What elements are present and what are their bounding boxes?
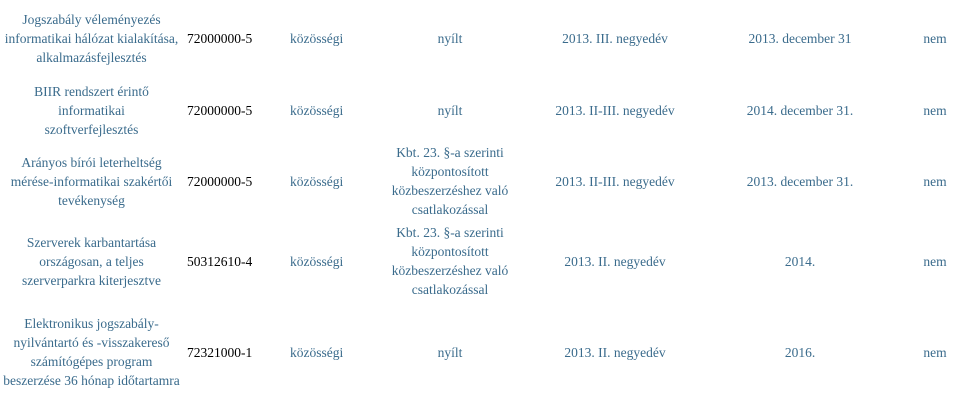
end-date: 2013. december 31 [748, 30, 852, 46]
procedure-type: nyílt [437, 344, 463, 360]
procurement-type: közösségi [290, 173, 344, 189]
start-quarter: 2013. II. negyedév [564, 344, 666, 360]
cpv-code: 50312610-4 [187, 253, 253, 269]
procedure-type: Kbt. 23. §-a szerinti központosított közbeszerzéshez való csatlakozással [391, 225, 509, 297]
cpv-code: 72321000-1 [187, 344, 253, 360]
procurement-type: közösségi [290, 253, 344, 269]
procurement-description: Szerverek karbantartása országosan, a teljes szerverparkra kiterjesztve [21, 234, 162, 288]
start-quarter: 2013. II-III. negyedév [555, 102, 675, 118]
procurement-description: BIIR rendszert érintő informatikai szoftverfejlesztés [34, 83, 149, 137]
end-date: 2016. [784, 344, 816, 360]
end-date: 2014. december 31. [746, 102, 854, 118]
procurement-description: Elektronikus jogszabály-nyilvántartó és -visszakereső számítógépes program beszerzése 36 hónap időtartamra [3, 316, 180, 388]
table-row [0, 0, 960, 76]
start-quarter: 2013. III. negyedév [562, 30, 668, 46]
cpv-code: 72000000-5 [187, 30, 253, 46]
table-row [0, 142, 960, 220]
procurement-description: Arányos bírói leterheltség mérése-informatikai szakértői tevékenység [10, 154, 173, 208]
start-quarter: 2013. II-III. negyedév [555, 173, 675, 189]
flag-value: nem [923, 30, 947, 46]
end-date: 2013. december 31. [746, 173, 854, 189]
cpv-code: 72000000-5 [187, 102, 253, 118]
procurement-type: közösségi [290, 102, 344, 118]
procurement-type: közösségi [290, 344, 344, 360]
table-row [0, 302, 960, 402]
end-date: 2014. [784, 253, 816, 269]
flag-value: nem [923, 102, 947, 118]
table-row [0, 222, 960, 300]
procedure-type: Kbt. 23. §-a szerinti központosított közbeszerzéshez való csatlakozással [391, 145, 509, 217]
table-row [0, 80, 960, 140]
procurement-type: közösségi [290, 30, 344, 46]
flag-value: nem [923, 173, 947, 189]
flag-value: nem [923, 344, 947, 360]
flag-value: nem [923, 253, 947, 269]
cpv-code: 72000000-5 [187, 173, 253, 189]
procedure-type: nyílt [437, 30, 463, 46]
procedure-type: nyílt [437, 102, 463, 118]
start-quarter: 2013. II. negyedév [564, 253, 666, 269]
procurement-description: Jogszabály véleményezés informatikai hálózat kialakítása, alkalmazásfejlesztés [4, 11, 179, 65]
